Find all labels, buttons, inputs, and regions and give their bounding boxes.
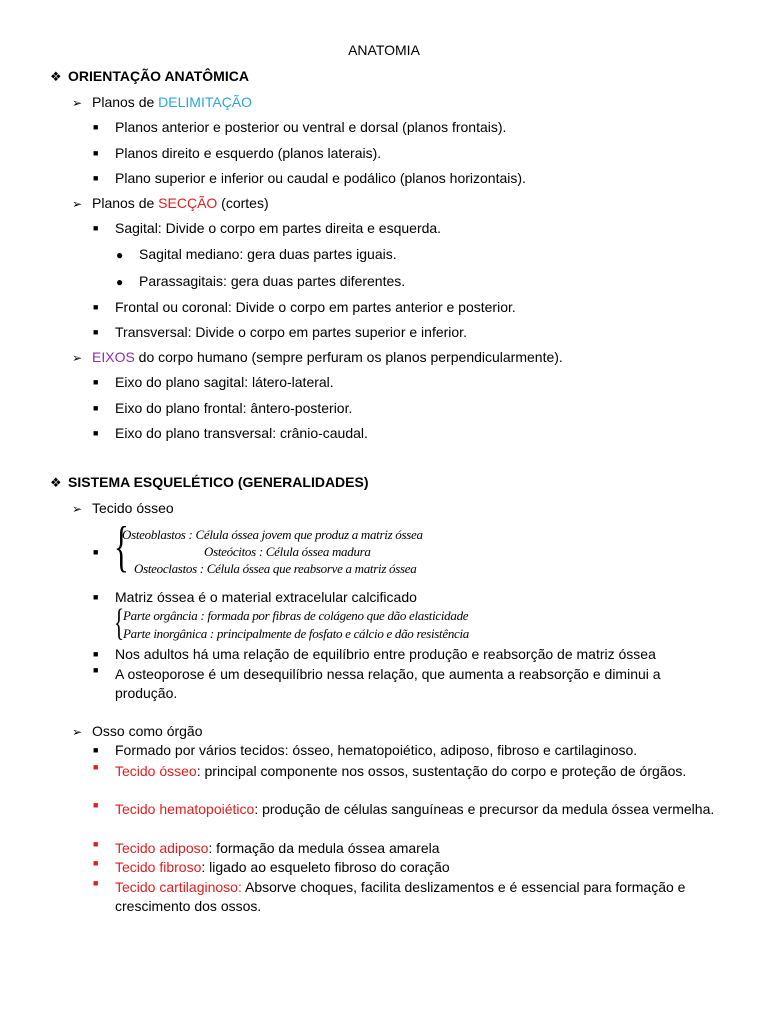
list-item-tecido: ■ Tecido ósseo: principal componente nos ossos, sustentação do corpo e proteção de órgãos. xyxy=(93,762,687,779)
arrowhead-bullet-icon: ➢ xyxy=(72,502,83,516)
brace-symbol: { xyxy=(114,516,129,578)
square-bullet-icon: ■ xyxy=(93,377,99,387)
list-item: ■ Planos direito e esquerdo (planos laterais). xyxy=(93,145,382,161)
list-item xyxy=(93,544,115,560)
dot-bullet-icon: ● xyxy=(116,275,124,289)
list-item: ■ Eixo do plano transversal: crânio-caudal. xyxy=(93,425,368,441)
square-bullet-icon: ■ xyxy=(93,302,99,312)
square-bullet-icon: ■ xyxy=(93,403,99,413)
list-item: ■ Formado por vários tecidos: ósseo, hematopoiético, adiposo, fibroso e cartilaginoso. xyxy=(93,742,638,758)
list-item: ■ Plano superior e inferior ou caudal e podálico (planos horizontais). xyxy=(93,170,526,186)
list-item-tecido: ■ Tecido fibroso: ligado ao esqueleto fibroso do coração xyxy=(93,858,450,875)
list-item: ■ A osteoporose é um desequilíbrio nessa relação, que aumenta a reabsorção e diminui a produção. xyxy=(93,665,661,701)
dot-bullet-icon: ● xyxy=(116,248,124,262)
list-item: ■ Transversal: Divide o corpo em partes superior e inferior. xyxy=(93,324,467,340)
list-item: ■ Planos anterior e posterior ou ventral e dorsal (planos frontais). xyxy=(93,119,507,135)
square-bullet-icon: ■ xyxy=(93,745,99,755)
list-item-eixos: ➢ EIXOS do corpo humano (sempre perfuram os planos perpendicularmente). xyxy=(72,349,563,365)
list-item: ● Parassagitais: gera duas partes diferentes. xyxy=(116,273,406,289)
square-bullet-icon: ■ xyxy=(93,592,99,602)
square-bullet-icon: ■ xyxy=(93,878,99,888)
list-item-planos-seccao: ➢ Planos de SECÇÃO (cortes) xyxy=(72,195,269,211)
list-item-tecido: ■ Tecido cartilaginoso: Absorve choques, facilita deslizamentos e é essencial para formação e crescimento dos ossos. xyxy=(93,878,686,914)
list-item: ● Sagital mediano: gera duas partes iguais. xyxy=(116,246,397,262)
formula-osteocitos: Osteócitos : Célula óssea madura xyxy=(204,544,371,559)
square-bullet-icon: ■ xyxy=(93,173,99,183)
arrowhead-bullet-icon: ➢ xyxy=(72,351,83,365)
square-bullet-icon: ■ xyxy=(93,800,99,810)
square-bullet-icon: ■ xyxy=(93,428,99,438)
diamond-bullet-icon: ❖ xyxy=(50,475,62,490)
list-item-osso-orgao: ➢ Osso como órgão xyxy=(72,723,203,739)
brace-symbol: { xyxy=(114,602,125,644)
list-item-tecido: ■ Tecido adiposo: formação da medula óssea amarela xyxy=(93,839,440,856)
section-heading-orientacao: ❖ ORIENTAÇÃO ANATÔMICA xyxy=(50,68,249,84)
formula-osteoclastos: Osteoclastos : Célula óssea que reabsorve a matriz óssea xyxy=(134,561,417,576)
list-item-planos-delimitacao: ➢ Planos de DELIMITAÇÃO xyxy=(72,94,253,110)
square-bullet-icon: ■ xyxy=(93,148,99,158)
square-bullet-icon: ■ xyxy=(93,858,99,868)
list-item: ■ Nos adultos há uma relação de equilíbrio entre produção e reabsorção de matriz óssea xyxy=(93,646,656,662)
list-item: ■ Frontal ou coronal: Divide o corpo em partes anterior e posterior. xyxy=(93,299,516,315)
arrowhead-bullet-icon: ➢ xyxy=(72,96,83,110)
square-bullet-icon: ■ xyxy=(93,649,99,659)
formula-parte-inorganica: Parte inorgânica : principalmente de fosfato e cálcio e dão resistência xyxy=(123,626,469,641)
square-bullet-icon: ■ xyxy=(93,223,99,233)
list-item: ■ Sagital: Divide o corpo em partes direita e esquerda. xyxy=(93,220,442,236)
page-title: ANATOMIA xyxy=(348,42,420,58)
square-bullet-icon: ■ xyxy=(93,665,99,675)
square-bullet-icon: ■ xyxy=(93,122,99,132)
section-heading-sistema-esqueletico: ❖ SISTEMA ESQUELÉTICO (GENERALIDADES) xyxy=(50,474,369,490)
formula-parte-organica: Parte orgância : formada por fibras de colágeno que dão elasticidade xyxy=(123,608,469,623)
list-item: ■ Matriz óssea é o material extracelular calcificado xyxy=(93,589,417,605)
list-item-tecido-osseo: ➢ Tecido ósseo xyxy=(72,500,174,516)
square-bullet-icon: ■ xyxy=(93,547,99,557)
list-item-tecido: ■ Tecido hematopoiético: produção de células sanguíneas e precursor da medula óssea vermelha. xyxy=(93,800,715,817)
square-bullet-icon: ■ xyxy=(93,762,99,772)
list-item: ■ Eixo do plano frontal: ântero-posterior. xyxy=(93,400,353,416)
list-item: ■ Eixo do plano sagital: látero-lateral. xyxy=(93,374,334,390)
square-bullet-icon: ■ xyxy=(93,839,99,849)
arrowhead-bullet-icon: ➢ xyxy=(72,725,83,739)
square-bullet-icon: ■ xyxy=(93,327,99,337)
arrowhead-bullet-icon: ➢ xyxy=(72,197,83,211)
formula-osteoblastos: Osteoblastos : Célula óssea jovem que produz a matriz óssea xyxy=(122,527,423,542)
diamond-bullet-icon: ❖ xyxy=(50,69,62,84)
